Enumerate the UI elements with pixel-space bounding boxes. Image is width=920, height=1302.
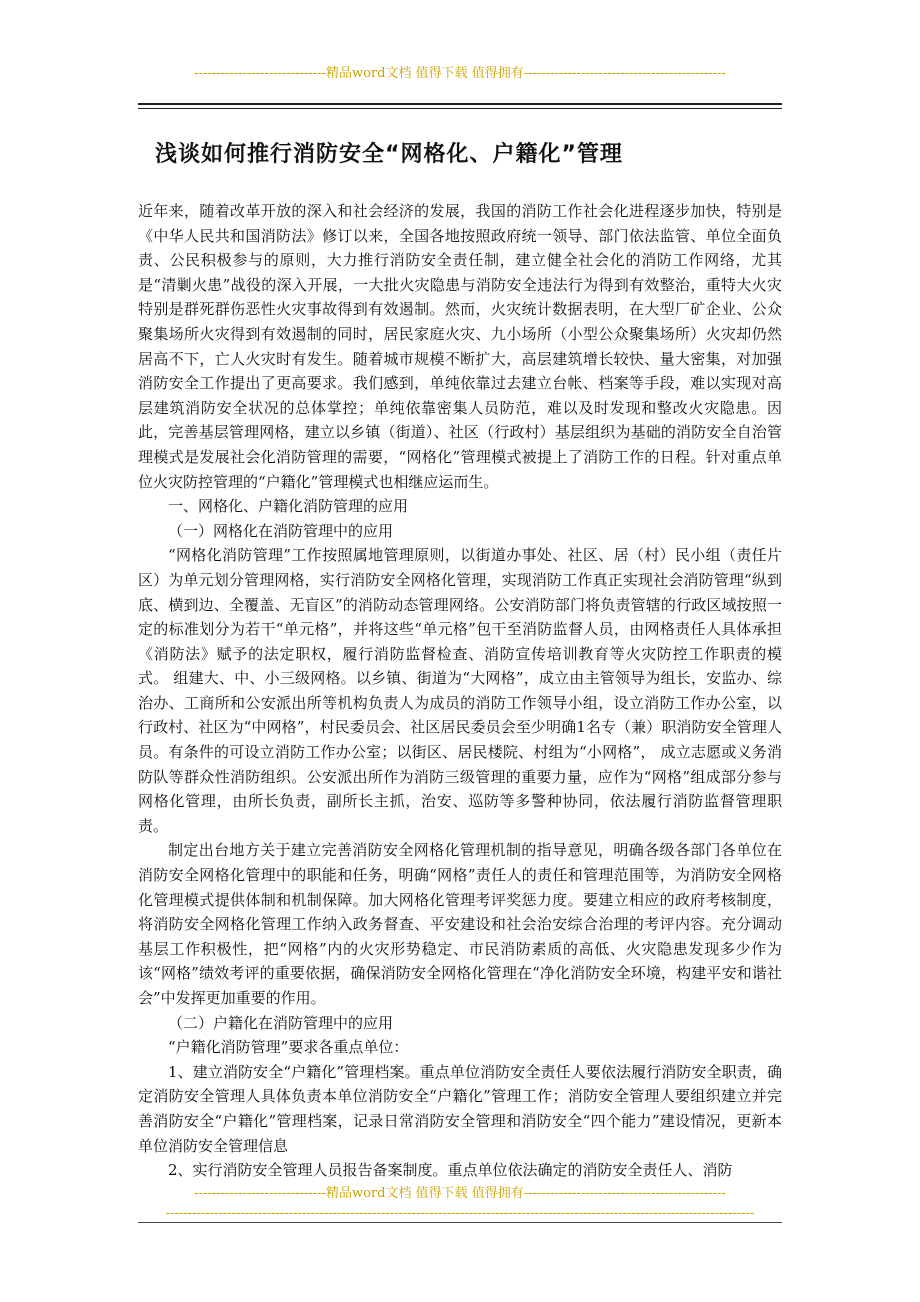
paragraph: 近年来，随着改革开放的深入和社会经济的发展，我国的消防工作社会化进程逐步加快，特别是《中华人民共和国消防法》修订以来，全国各地按照政府统一领导、部门依法监管、单位全面负责、公民积极参与的原则，大力推行消防安全责任制，建立健全社会化的消防工作网络，尤其是“清剿火患”战役的深入开展，一大批火灾隐患与消防安全违法行为得到有效整治，重特大火灾特别是群死群伤恶性火灾事故得到有效遏制。然而，火灾统计数据表明，在大型厂矿企业、公众聚集场所火灾得到有效遏制的同时，居民家庭火灾、九小场所（小型公众聚集场所）火灾却仍然居高不下，亡人火灾时有发生。随着城市规模不断扩大，高层建筑增长较快、量大密集，对加强消防安全工作提出了更高要求。我们感到，单纯依靠过去建立台帐、档案等手段，难以实现对高层建筑消防安全状况的总体掌控；单纯依靠密集人员防范，难以及时发现和整改火灾隐患。因此，完善基层管理网格，建立以乡镇（街道）、社区（行政村）基层组织为基础的消防安全自治管理模式是发展社会化消防管理的需要，“网格化”管理模式被提上了消防工作的日程。针对重点单位火灾防控管理的“户籍化”管理模式也相继应运而生。 — [138, 202, 782, 491]
paragraph: 2、实行消防安全管理人员报告备案制度。重点单位依法确定的消防安全责任人、消防 — [168, 1161, 733, 1180]
header-banner: ------------------------------精品word文档 值得下载 值得拥有---------------------------------------------- — [194, 66, 726, 81]
paragraph: “网格化消防管理”工作按照属地管理原则，以街道办事处、社区、居（村）民小组（责任片区）为单元划分管理网格，实行消防安全网格化管理，实现消防工作真正实现社会消防管理“纵到底、横到边、全覆盖、无盲区”的消防动态管理网络。公安消防部门将负责管辖的行政区域按照一定的标准划分为若干“单元格”，并将这些“单元格”包干至消防监督人员，由网格责任人具体承担《消防法》赋予的法定职权，履行消防监督检查、消防宣传培训教育等火灾防控工作职责的模式。 组建大、中、小三级网格。以乡镇、街道为“大网格”，成立由主管领导为组长，安监办、综治办、工商所和公安派出所等机构负责人为成员的消防工作领导小组，设立消防工作办公室，以行政村、社区为“中网格”，村民委员会、社区居民委员会至少明确1名专（兼）职消防安全管理人员。有条件的可设立消防工作办公室；以街区、居民楼院、村组为“小网格”， 成立志愿或义务消防队等群众性消防组织。公安派出所作为消防三级管理的重要力量，应作为“网格”组成部分参与网格化管理，由所长负责，副所长主抓，治安、巡防等多警种协同，依法履行消防监督管理职责。 — [138, 546, 782, 835]
document-title: 浅谈如何推行消防安全“网格化、户籍化”管理 — [155, 142, 623, 167]
paragraph: （二）户籍化在消防管理中的应用 — [168, 1013, 394, 1032]
header-rule-thick — [138, 103, 782, 105]
footer-rule — [138, 1222, 782, 1223]
document-body — [138, 199, 782, 1183]
paragraph: （一）网格化在消防管理中的应用 — [168, 521, 394, 540]
paragraph: 制定出台地方关于建立完善消防安全网格化管理机制的指导意见，明确各级各部门各单位在消防安全网格化管理中的职能和任务，明确“网格”责任人的责任和管理范围等，为消防安全网格化管理模式提供体制和机制保障。加大网格化管理考评奖惩力度。要建立相应的政府考核制度，将消防安全网格化管理工作纳入政务督查、平安建设和社会治安综合治理的考评内容。充分调动基层工作积极性，把“网格”内的火灾形势稳定、市民消防素质的高低、火灾隐患发现多少作为该“网格”绩效考评的重要依据，确保消防安全网格化管理在“净化消防安全环境，构建平安和谐社会”中发挥更加重要的作用。 — [138, 841, 782, 1007]
paragraph: “户籍化消防管理”要求各重点单位： — [168, 1038, 409, 1057]
footer-banner: ------------------------------精品word文档 值得下载 值得拥有---------------------------------------------- — [194, 1186, 726, 1201]
paragraph: 1、建立消防安全“户籍化”管理档案。重点单位消防安全责任人要依法履行消防安全职责，确定消防安全管理人具体负责本单位消防安全“户籍化”管理工作；消防安全管理人要组织建立并完善消防安全“户籍化”管理档案，记录日常消防安全管理和消防安全“四个能力”建设情况，更新本单位消防安全管理信息 — [138, 1062, 782, 1155]
footer-dashes: -------------------------------------------------------------------------------------------------------------------------------------- — [165, 1206, 755, 1221]
paragraph: 一、网格化、户籍化消防管理的应用 — [168, 497, 409, 516]
header-rule-thin — [138, 108, 782, 109]
